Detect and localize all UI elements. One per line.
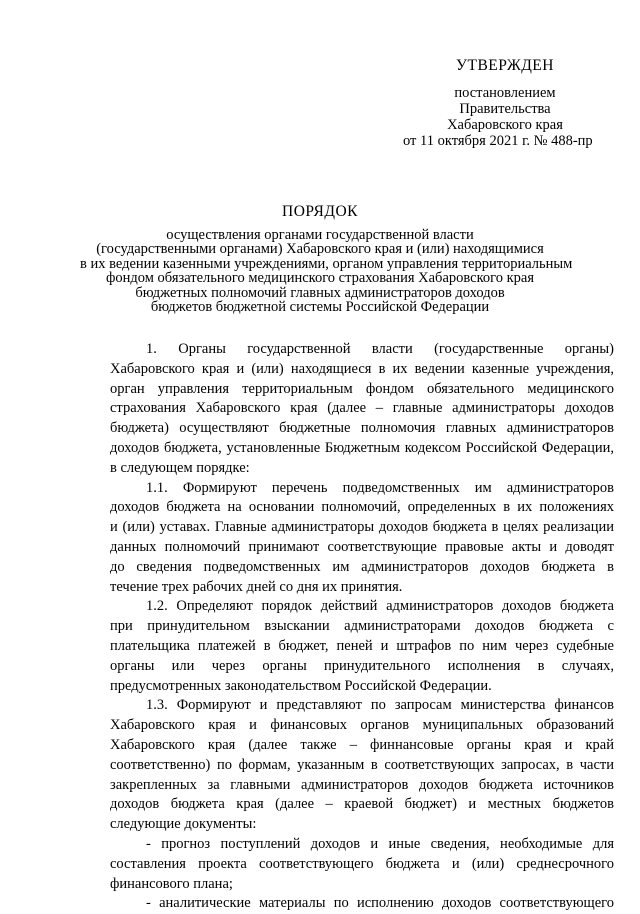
paragraph-line: составления проекта соответствующего бюджета и (или) среднесрочного xyxy=(110,855,614,872)
paragraph-line: предусмотренных законодательством Российской Федерации. xyxy=(110,677,492,694)
paragraph-line: орган управления территориальным фондом обязательного медицинского xyxy=(110,380,614,397)
bullet-analytics xyxy=(110,894,614,914)
paragraph-1 xyxy=(110,340,614,479)
subtitle-line: фондом обязательного медицинского страхования Хабаровского края xyxy=(106,270,534,286)
document-title: ПОРЯДОК xyxy=(282,203,358,220)
paragraph-line: закрепленных за главными администраторов доходов бюджета источников xyxy=(110,776,614,793)
paragraph-line: Хабаровского края и (или) находящиеся в их ведении казенные учреждения, xyxy=(110,360,614,377)
paragraph-1-2 xyxy=(110,597,614,696)
paragraph-line: - аналитические материалы по исполнению доходов соответствующего xyxy=(146,895,614,912)
paragraph-line: следующие документы: xyxy=(110,816,257,833)
paragraph-line: доходов бюджета, установленные Бюджетным кодексом Российской Федерации, xyxy=(110,439,614,456)
subtitle-line: осуществления органами государственной власти xyxy=(166,226,474,243)
paragraph-line: - прогноз поступлений доходов и иные сведения, необходимые для xyxy=(146,835,614,852)
paragraph-1-1 xyxy=(110,479,614,598)
paragraph-1-3 xyxy=(110,696,614,835)
paragraph-line: страхования Хабаровского края (далее – главные администраторы доходов xyxy=(110,400,614,417)
approved-heading: УТВЕРЖДЕН xyxy=(456,57,554,74)
approval-line: Хабаровского края xyxy=(447,117,563,133)
paragraph-line: органы или через органы принудительного исполнения в случаях, xyxy=(110,657,614,674)
document-body xyxy=(110,340,614,914)
paragraph-line: Хабаровского края и финансовых органов муниципальных образований xyxy=(110,717,614,734)
subtitle-line: (государственными органами) Хабаровского края и (или) находящимися xyxy=(96,241,544,257)
subtitle-line: бюджетных полномочий главных администраторов доходов xyxy=(135,284,505,301)
paragraph-line: 1.3. Формируют и представляют по запросам министерства финансов xyxy=(146,697,614,714)
paragraph-line: течение трех рабочих дней со дня их принятия. xyxy=(110,578,403,595)
bullet-forecast xyxy=(110,835,614,894)
subtitle-line: бюджетов бюджетной системы Российской Федерации xyxy=(150,299,490,315)
approval-stamp xyxy=(395,58,615,149)
paragraph-line: доходов бюджета края (далее – краевой бюджет) и местных бюджетов xyxy=(110,796,614,813)
paragraph-line: доходов бюджета на основании полномочий, определенных в их положениях xyxy=(110,499,614,516)
paragraph-line: до сведения подведомственных им администраторов доходов бюджета в xyxy=(110,558,614,575)
paragraph-line: плательщика платежей в бюджет, пеней и штрафов по ним через судебные xyxy=(110,637,614,654)
approval-line: постановлением xyxy=(454,85,556,101)
paragraph-line: при принудительном взыскании администраторами доходов бюджета с xyxy=(110,618,614,635)
document-title-block xyxy=(80,203,573,315)
paragraph-line: 1.2. Определяют порядок действий администраторов доходов бюджета xyxy=(146,598,614,615)
approval-date: от 11 октября 2021 г. № 488-пр xyxy=(403,133,593,149)
paragraph-line: в следующем порядке: xyxy=(110,459,250,476)
paragraph-line: и (или) уставах. Главные администраторы доходов бюджета в целях реализации xyxy=(110,519,614,536)
paragraph-line: бюджета) осуществляют бюджетные полномочия главных администраторов xyxy=(110,420,614,437)
paragraph-line: финансового плана; xyxy=(110,875,233,892)
paragraph-line: данных полномочий принимают соответствующие правовые акты и доводят xyxy=(110,538,614,555)
subtitle-line: в их ведении казенными учреждениями, органом управления территориальным xyxy=(80,255,573,272)
paragraph-line: Хабаровского края (далее также – финнансовые органы края и край xyxy=(110,736,614,753)
paragraph-line: 1.1. Формируют перечень подведомственных им администраторов xyxy=(146,479,614,496)
paragraph-line: соответственно) по формам, указанным в соответствующих запросах, в части xyxy=(110,756,614,773)
paragraph-line: 1. Органы государственной власти (государственные органы) xyxy=(146,341,614,357)
approval-line: Правительства xyxy=(459,101,551,117)
